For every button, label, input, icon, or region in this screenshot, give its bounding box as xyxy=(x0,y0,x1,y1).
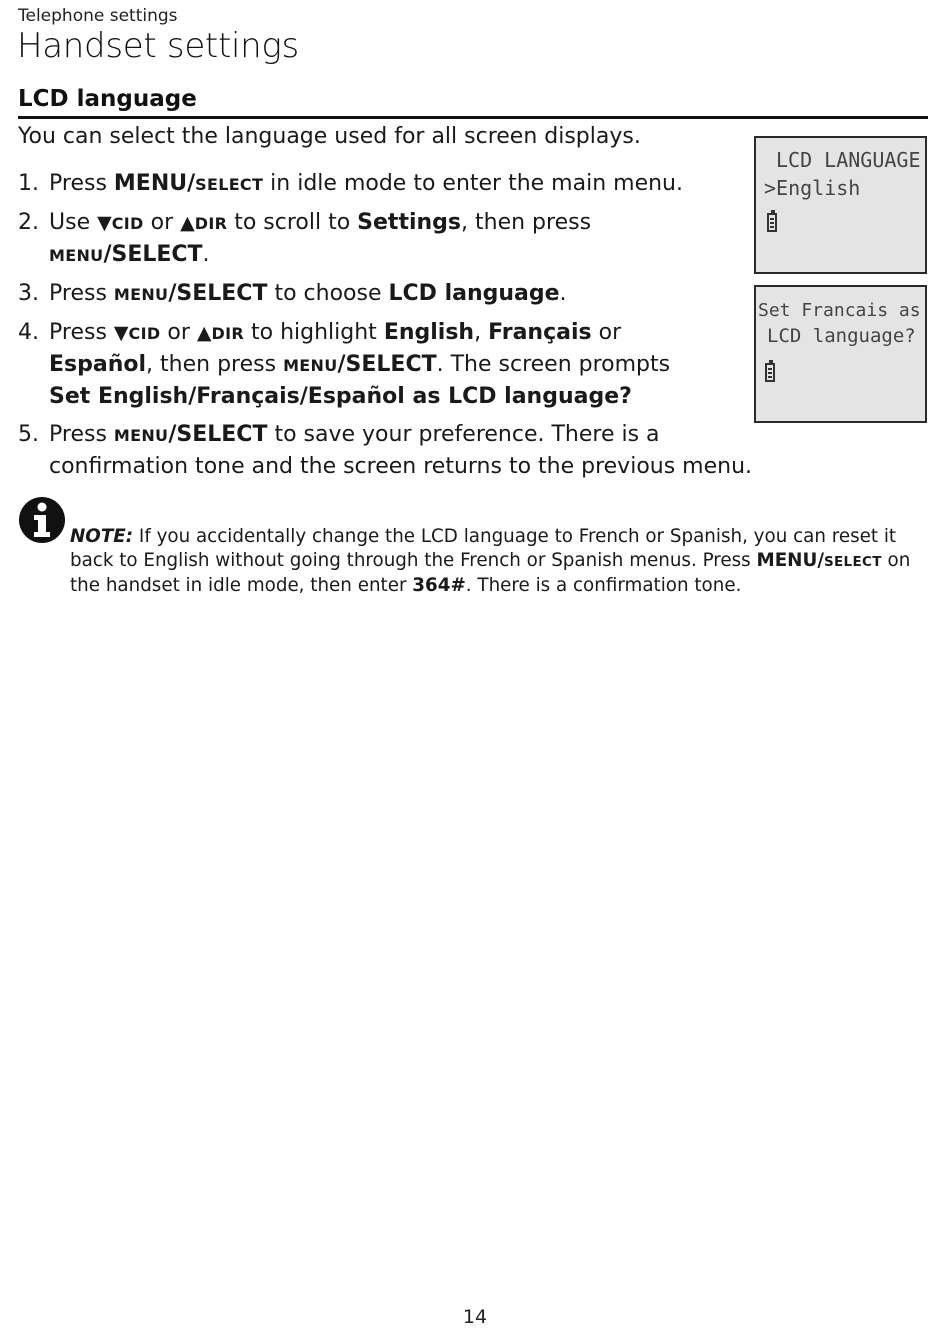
info-icon xyxy=(19,497,65,543)
note-block xyxy=(70,525,930,598)
step-number: 2. xyxy=(18,210,39,235)
lcd-line-2: >English xyxy=(764,176,861,200)
up-arrow-icon: ▲ xyxy=(196,322,212,344)
step-1 xyxy=(18,168,818,200)
down-arrow-icon: ▼ xyxy=(97,212,112,234)
select-key: /SELECT xyxy=(168,281,268,306)
lcd-language-term: LCD language xyxy=(388,281,560,306)
step-text: , xyxy=(474,320,489,345)
menu-key: MENU xyxy=(283,356,338,375)
select-key: SELECT xyxy=(824,554,882,570)
lcd-screen-confirm xyxy=(754,285,927,423)
down-arrow-icon: ▼ xyxy=(113,322,129,344)
step-text: . xyxy=(559,281,567,306)
step-text: Press xyxy=(49,422,114,447)
dir-key: DIR xyxy=(211,324,245,343)
dir-key: DIR xyxy=(194,214,228,233)
menu-key: MENU xyxy=(113,426,169,445)
select-key: /SELECT xyxy=(103,242,203,267)
step-text: to scroll to xyxy=(227,210,358,235)
step-text: Press xyxy=(49,281,114,306)
note-label: NOTE: xyxy=(70,526,134,547)
note-text: If you accidentally change the LCD language to French or Spanish, you can reset it back to English without going through the French or Spanish menus. Press xyxy=(70,526,897,571)
up-arrow-icon: ▲ xyxy=(180,212,195,234)
select-key: SELECT xyxy=(195,175,264,194)
page-number: 14 xyxy=(462,1306,488,1328)
battery-icon xyxy=(765,363,775,382)
step-text: to save your preference. There is a xyxy=(267,422,660,447)
breadcrumb: Telephone settings xyxy=(18,6,178,26)
step-text: Press xyxy=(49,171,114,196)
menu-key: MENU xyxy=(49,246,104,265)
page-title: Handset settings xyxy=(17,26,299,66)
step-text: or xyxy=(591,320,622,345)
note-text: . There is a confirmation tone. xyxy=(465,575,742,596)
menu-key: MENU xyxy=(113,285,169,304)
step-text: or xyxy=(160,320,197,345)
menu-key: MENU/ xyxy=(113,171,196,196)
prompt-text: Set English/Français/Español as LCD language? xyxy=(49,384,632,409)
step-text: . xyxy=(202,242,210,267)
step-text: to choose xyxy=(267,281,389,306)
step-text: , then press xyxy=(461,210,592,235)
steps-list xyxy=(18,168,818,489)
note-text: on the handset in idle mode, then enter xyxy=(70,550,911,596)
step-number: 4. xyxy=(18,320,39,345)
settings-term: Settings xyxy=(357,210,462,235)
english-term: English xyxy=(383,320,475,345)
step-number: 3. xyxy=(18,281,39,306)
section-heading: LCD language xyxy=(18,86,197,112)
step-text: . The screen prompts xyxy=(436,352,671,377)
cid-key: CID xyxy=(128,324,161,343)
cid-key: CID xyxy=(111,214,144,233)
espanol-term: Español xyxy=(49,352,147,377)
select-key: /SELECT xyxy=(168,422,268,447)
step-4 xyxy=(18,317,818,412)
step-text: confirmation tone and the screen returns to the previous menu. xyxy=(49,454,753,479)
section-divider xyxy=(18,116,928,119)
intro-text: You can select the language used for all screen displays. xyxy=(18,124,641,149)
step-2 xyxy=(18,207,818,271)
step-3 xyxy=(18,278,818,310)
lcd-line-1: Set Francais as xyxy=(758,300,921,321)
step-text: Press xyxy=(49,320,114,345)
battery-icon xyxy=(767,213,777,232)
step-5 xyxy=(18,419,818,482)
francais-term: Français xyxy=(488,320,592,345)
step-text: Use xyxy=(49,210,98,235)
reset-code: 364# xyxy=(412,575,466,596)
select-key: /SELECT xyxy=(337,352,437,377)
step-text: or xyxy=(143,210,181,235)
step-text: in idle mode to enter the main menu. xyxy=(263,171,683,196)
step-number: 5. xyxy=(18,422,39,447)
menu-key: MENU/ xyxy=(756,550,825,571)
lcd-line-1: LCD LANGUAGE xyxy=(776,148,921,172)
step-text: to highlight xyxy=(244,320,384,345)
step-number: 1. xyxy=(18,171,39,196)
lcd-line-2: LCD language? xyxy=(767,325,916,347)
lcd-screen-language xyxy=(754,136,927,274)
step-text: , then press xyxy=(146,352,284,377)
